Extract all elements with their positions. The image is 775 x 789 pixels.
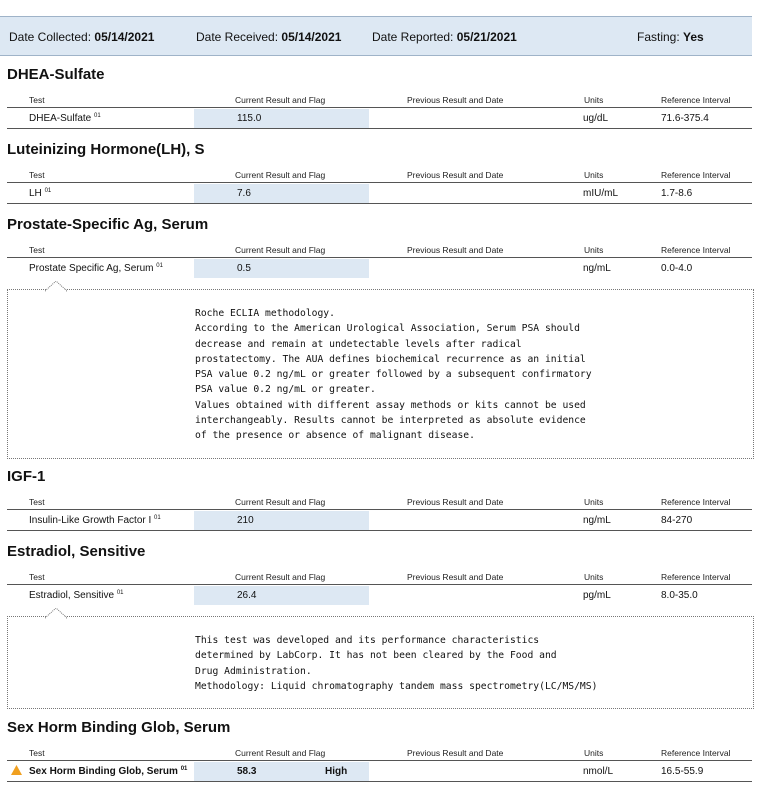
current-result: 58.3 xyxy=(237,766,257,777)
col-reference: Reference Interval xyxy=(661,95,731,105)
result-cell-bg xyxy=(194,184,369,203)
test-name: DHEA-Sulfate $^{01}$ xyxy=(29,113,101,124)
units: ng/mL xyxy=(583,515,611,526)
col-current: Current Result and Flag xyxy=(235,497,326,507)
comment-text: This test was developed and its performance characteristics determined by LabCorp. It has not been cleared by the Food and Drug Administration. Methodology: Liquid chromatography tandem mass spectrometry(LC/MS/MS) xyxy=(195,635,598,692)
col-reference: Reference Interval xyxy=(661,245,731,255)
table-row xyxy=(7,258,752,278)
test-name: Sex Horm Binding Glob, Serum $^{01}$ xyxy=(29,766,188,777)
test-name: Prostate Specific Ag, Serum $^{01}$ xyxy=(29,263,163,274)
col-previous: Previous Result and Date xyxy=(407,95,504,105)
date-reported: Date Reported: 05/21/2021 xyxy=(372,30,517,44)
comment-box xyxy=(7,289,754,459)
col-test: Test xyxy=(29,170,45,180)
fasting-status: Fasting: Yes xyxy=(637,30,704,44)
table-header xyxy=(7,495,752,510)
units: ng/mL xyxy=(583,263,611,274)
section-title: Luteinizing Hormone(LH), S xyxy=(7,141,205,158)
col-current: Current Result and Flag xyxy=(235,572,326,582)
col-units: Units xyxy=(584,170,604,180)
units: ug/dL xyxy=(583,113,609,124)
col-previous: Previous Result and Date xyxy=(407,748,504,758)
section-title: Prostate-Specific Ag, Serum xyxy=(7,216,209,233)
test-name: Insulin-Like Growth Factor I $^{01}$ xyxy=(29,515,161,526)
table-header xyxy=(7,168,752,183)
table-row xyxy=(7,510,752,531)
col-test: Test xyxy=(29,245,45,255)
col-current: Current Result and Flag xyxy=(235,95,326,105)
col-reference: Reference Interval xyxy=(661,572,731,582)
reference-interval: 8.0-35.0 xyxy=(661,590,698,601)
units: pg/mL xyxy=(583,590,611,601)
section-title: DHEA-Sulfate xyxy=(7,66,105,83)
reference-interval: 0.0-4.0 xyxy=(661,263,693,274)
col-units: Units xyxy=(584,497,604,507)
current-result: 0.5 xyxy=(237,263,251,274)
comment-text: Roche ECLIA methodology. According to the American Urological Association, Serum PSA should decrease and remain at undetectable levels after radical prostatectomy. The AUA defines biochemical recurrence as an initial PSA value 0.2 ng/mL or greater followed by a subsequent confirmatory PSA value 0.2 ng/mL or greater. Values obtained with different assay methods or kits cannot be used interchangeably. Results cannot be interpreted as absolute evidence of the presence or absence of malignant disease. xyxy=(195,308,592,442)
col-units: Units xyxy=(584,95,604,105)
result-cell-bg xyxy=(194,109,369,128)
current-result: 7.6 xyxy=(237,188,251,199)
section-title: IGF-1 xyxy=(7,468,46,485)
col-test: Test xyxy=(29,572,45,582)
test-name: Estradiol, Sensitive $^{01}$ xyxy=(29,590,124,601)
date-received: Date Received: 05/14/2021 xyxy=(196,30,342,44)
table-row xyxy=(7,183,752,204)
result-cell-bg xyxy=(194,259,369,278)
table-row xyxy=(7,761,752,782)
col-current: Current Result and Flag xyxy=(235,748,326,758)
col-units: Units xyxy=(584,245,604,255)
col-test: Test xyxy=(29,95,45,105)
table-row xyxy=(7,585,752,605)
units: mIU/mL xyxy=(583,188,618,199)
warning-triangle-icon xyxy=(11,765,22,778)
test-name: LH $^{01}$ xyxy=(29,188,52,199)
col-previous: Previous Result and Date xyxy=(407,572,504,582)
reference-interval: 16.5-55.9 xyxy=(661,766,704,777)
col-current: Current Result and Flag xyxy=(235,245,326,255)
current-result: 210 xyxy=(237,515,254,526)
col-reference: Reference Interval xyxy=(661,748,731,758)
result-cell-bg xyxy=(194,586,369,605)
result-flag: High xyxy=(325,766,348,777)
comment-box xyxy=(7,616,754,709)
col-current: Current Result and Flag xyxy=(235,170,326,180)
collection-info-bar xyxy=(0,16,752,56)
col-reference: Reference Interval xyxy=(661,497,731,507)
reference-interval: 71.6-375.4 xyxy=(661,113,709,124)
table-row xyxy=(7,108,752,129)
col-units: Units xyxy=(584,572,604,582)
reference-interval: 1.7-8.6 xyxy=(661,188,693,199)
current-result: 26.4 xyxy=(237,590,257,601)
units: nmol/L xyxy=(583,766,614,777)
table-header xyxy=(7,243,752,258)
col-previous: Previous Result and Date xyxy=(407,497,504,507)
table-header xyxy=(7,570,752,585)
current-result: 115.0 xyxy=(237,113,262,124)
result-cell-bg xyxy=(194,511,369,530)
reference-interval: 84-270 xyxy=(661,515,693,526)
date-collected: Date Collected: 05/14/2021 xyxy=(9,30,155,44)
col-previous: Previous Result and Date xyxy=(407,245,504,255)
table-header xyxy=(7,746,752,761)
table-header xyxy=(7,93,752,108)
section-title: Sex Horm Binding Glob, Serum xyxy=(7,719,231,736)
col-test: Test xyxy=(29,748,45,758)
col-reference: Reference Interval xyxy=(661,170,731,180)
col-previous: Previous Result and Date xyxy=(407,170,504,180)
col-units: Units xyxy=(584,748,604,758)
col-test: Test xyxy=(29,497,45,507)
section-title: Estradiol, Sensitive xyxy=(7,543,146,560)
